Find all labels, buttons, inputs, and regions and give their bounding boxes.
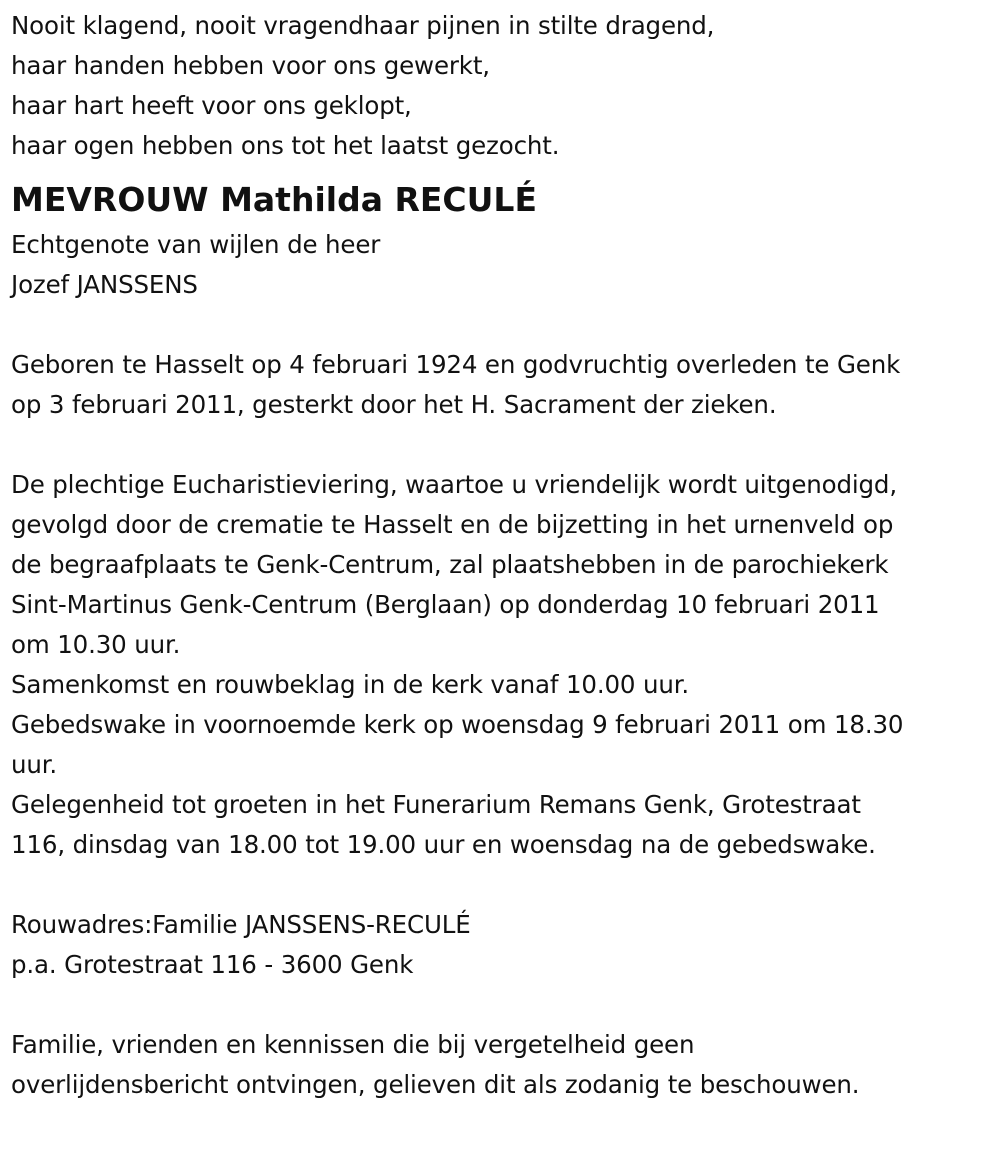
paragraph-line: Sint-Martinus Genk-Centrum (Berglaan) op donderdag 10 februari 2011 [11,590,880,619]
ceremony-paragraph [11,465,996,865]
paragraph-line: op 3 februari 2011, gesterkt door het H. Sacrament der zieken. [11,390,777,419]
poem-line: haar handen hebben voor ons gewerkt, [11,51,490,80]
paragraph-line: Gelegenheid tot groeten in het Funerarium Remans Genk, Grotestraat [11,790,861,819]
spacer [11,985,996,1025]
paragraph-line: Geboren te Hasselt op 4 februari 1924 en godvruchtig overleden te Genk [11,350,901,379]
paragraph-line: om 10.30 uur. [11,630,181,659]
obituary-notice [11,6,996,1105]
deceased-name: MEVROUW Mathilda RECULÉ [11,180,537,219]
address-line: Rouwadres:Familie JANSSENS-RECULÉ [11,910,471,939]
spacer [11,865,996,905]
poem-line: haar hart heeft voor ons geklopt, [11,91,412,120]
paragraph-line: De plechtige Eucharistieviering, waartoe u vriendelijk wordt uitgenodigd, [11,470,897,499]
relation [11,225,996,305]
relation-line: Jozef JANSSENS [11,270,198,299]
closing-paragraph [11,1025,996,1105]
mourning-address [11,905,996,985]
poem-line: haar ogen hebben ons tot het laatst gezocht. [11,131,560,160]
spacer [11,166,996,174]
poem-line: Nooit klagend, nooit vragendhaar pijnen in stilte dragend, [11,11,715,40]
address-line: p.a. Grotestraat 116 - 3600 Genk [11,950,414,979]
relation-line: Echtgenote van wijlen de heer [11,230,381,259]
paragraph-line: overlijdensbericht ontvingen, gelieven dit als zodanig te beschouwen. [11,1070,860,1099]
paragraph-line: Gebedswake in voornoemde kerk op woensdag 9 februari 2011 om 18.30 [11,710,904,739]
paragraph-line: Samenkomst en rouwbeklag in de kerk vanaf 10.00 uur. [11,670,690,699]
paragraph-line: Familie, vrienden en kennissen die bij vergetelheid geen [11,1030,695,1059]
paragraph-line: uur. [11,750,58,779]
spacer [11,305,996,345]
paragraph-line: 116, dinsdag van 18.00 tot 19.00 uur en woensdag na de gebedswake. [11,830,876,859]
birth-death-paragraph [11,345,996,425]
paragraph-line: gevolgd door de crematie te Hasselt en de bijzetting in het urnenveld op [11,510,894,539]
poem [11,6,996,166]
paragraph-line: de begraafplaats te Genk-Centrum, zal plaatshebben in de parochiekerk [11,550,889,579]
spacer [11,425,996,465]
